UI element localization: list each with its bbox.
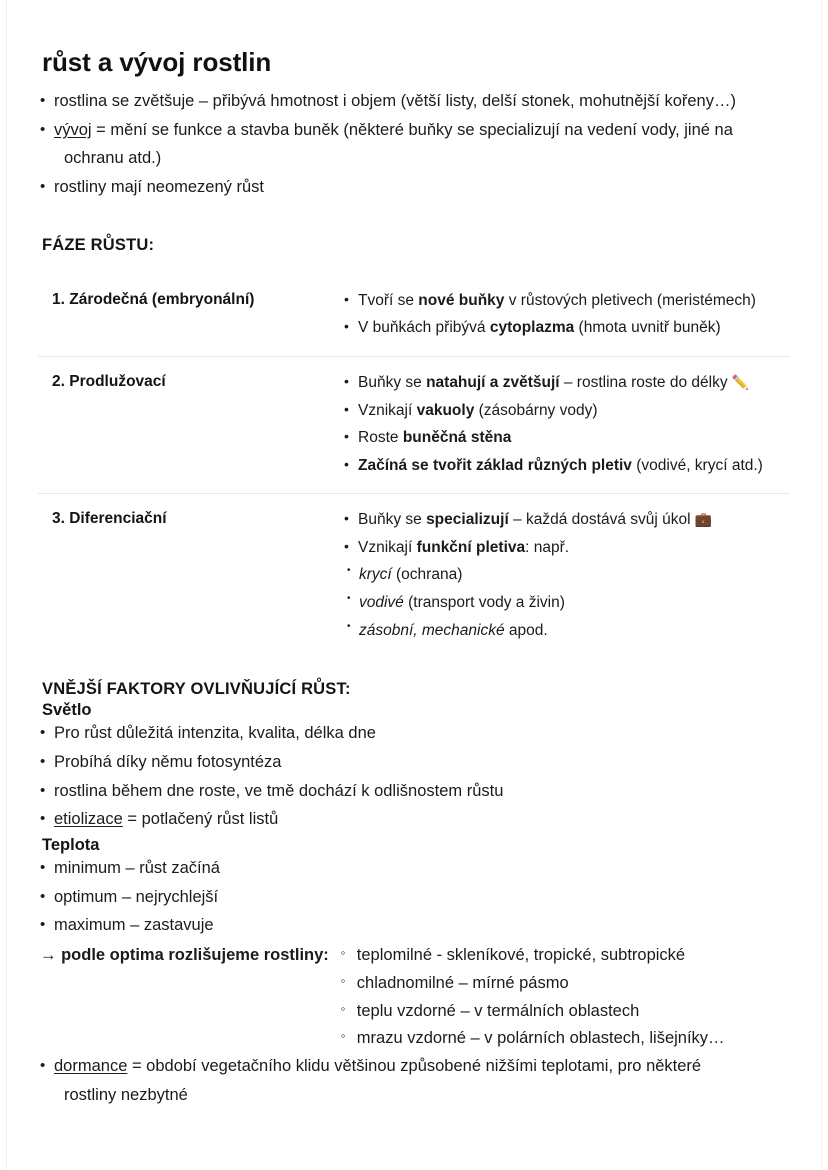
phase-points-cell [343,287,790,342]
text-run: (zásobárny vody) [474,401,598,419]
text-run: = období vegetačního klidu většinou způsobené nižšími teplotami, pro některé [127,1057,702,1076]
bold-run: buněčná stěna [402,429,512,447]
list-item [38,778,790,806]
text-run: maximum – zastavuje [54,916,214,935]
bold-run: Začíná se tvořit základ různých pletiv [358,456,632,474]
optima-items-list [339,942,790,1053]
optima-block [40,942,790,1053]
phase-name-cell: 2. Prodlužovací [52,372,166,390]
text-run: v růstových pletivech (meristémech) [504,291,756,309]
phase-point-list [343,506,782,644]
list-item [38,117,790,145]
list-item [343,369,782,397]
text-run: (hmota uvnitř buněk) [574,319,721,337]
text-run: Buňky se [358,373,427,391]
bold-run: specializují [426,511,509,529]
phase-name-cell: 3. Diferenciační [52,510,167,528]
list-item: ◦ teplu vzdorné – v termálních oblastech [339,998,790,1026]
list-item [343,397,782,425]
pencil-emoji: ✏️ [731,374,750,391]
text-run: Tvoří se [358,291,419,309]
list-item-continuation [38,145,790,173]
text-run: – každá dostává svůj úkol [508,511,695,529]
italic-run: krycí [359,566,392,584]
text-run: Pro růst důležitá intenzita, kvalita, délka dne [54,724,376,743]
bold-run: nové buňky [418,291,505,309]
page-edge-left [6,0,7,1170]
list-item [38,912,790,940]
list-item [38,88,790,116]
phase-name-cell: 1. Zárodečná (embryonální) [52,290,255,308]
subsection-heading-svetlo: Světlo [42,701,92,720]
text-run: = mění se funkce a stavba buněk (některé buňky se specializují na vedení vody, jiné na [91,120,733,139]
bold-run: cytoplazma [489,319,575,337]
list-item: ◦ chladnomilné – mírné pásmo [339,970,790,998]
list-item [38,174,790,202]
section-heading-vnejsi-faktory: VNĚJŠÍ FAKTORY OVLIVŇUJÍCÍ RŮST: [42,680,351,699]
list-item [38,1053,790,1081]
list-item [343,314,782,342]
list-item: ◦ teplomilné - skleníkové, tropické, subtropické [339,942,790,970]
subsection-heading-teplota: Teplota [42,836,100,854]
table-row [38,494,790,658]
bold-run: funkční pletiva [416,538,526,556]
text-run: (ochrana) [391,566,463,584]
list-item [38,749,790,777]
text-run: apod. [504,621,548,639]
text-run: = potlačený růst listů [122,810,279,829]
underlined-term: dormance [54,1057,128,1076]
text-run: V buňkách přibývá [358,319,490,337]
underlined-term: vývoj [54,120,92,139]
page-edge-right [821,0,822,1170]
text-run: : např. [525,538,570,556]
table-row [38,357,790,494]
bold-run: natahují a zvětšují [426,373,560,391]
section-heading-faze-rustu: FÁZE RŮSTU: [42,235,155,254]
list-item [343,452,782,480]
text-run: rostliny nezbytné [64,1085,188,1104]
text-run: Buňky se [358,511,427,529]
list-item [343,424,782,452]
table-row [38,275,790,357]
text-run: Probíhá díky němu fotosyntéza [54,752,282,771]
sub-list-item [343,617,782,645]
list-item: ◦ mrazu vzdorné – v polárních oblastech, lišejníky… [339,1025,790,1053]
text-run: rostliny mají neomezený růst [54,178,264,197]
dormance-bullet-list [38,1053,790,1109]
light-bullet-list [38,720,790,834]
text-run: Roste [358,429,403,447]
list-item [38,720,790,748]
phase-points-cell [343,506,790,644]
list-item [343,534,782,562]
text-run: minimum – růst začíná [54,859,220,877]
phase-point-list [343,287,782,342]
list-item-continuation [38,1082,790,1110]
text-run: rostlina během dne roste, ve tmě dochází k odlišnostem růstu [54,781,504,800]
list-item [343,506,782,534]
text-run: (vodivé, krycí atd.) [631,456,763,474]
list-item [38,884,790,912]
list-item [38,855,790,883]
underlined-term: etiolizace [54,810,123,829]
growth-phases-table [38,275,790,658]
phase-points-cell [343,369,790,479]
text-run: ochranu atd.) [64,149,162,168]
intro-bullet-list [38,88,790,202]
sub-list-item [343,589,782,617]
text-run: optimum – nejrychlejší [54,887,219,906]
text-run: (transport vody a živin) [403,593,565,611]
briefcase-emoji: 💼 [694,512,713,529]
list-item [343,287,782,315]
bold-run: vakuoly [416,401,475,419]
text-run: Vznikají [358,401,417,419]
text-run: rostlina se zvětšuje – přibývá hmotnost i objem (větší listy, delší stonek, mohutnější kořeny…) [54,91,736,110]
temperature-bullet-list [38,855,790,940]
text-run: – rostlina roste do délky [559,373,732,391]
italic-run: zásobní, mechanické [359,621,505,639]
optima-lead-label: → podle optima rozlišujeme rostliny: [40,946,329,965]
italic-run: vodivé [359,593,404,611]
list-item [38,806,790,834]
sub-list-item [343,561,782,589]
page-title: růst a vývoj rostlin [42,47,272,77]
phase-point-list [343,369,782,479]
text-run: Vznikají [358,538,417,556]
